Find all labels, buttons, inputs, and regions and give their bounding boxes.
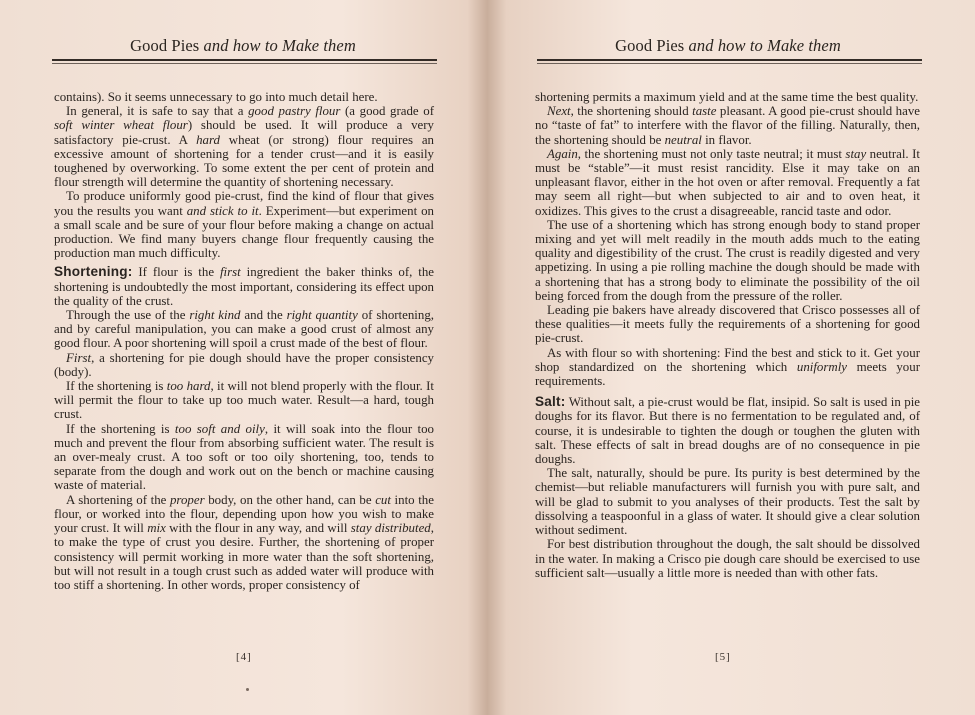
italic-text: neutral [664,132,702,147]
page-number: [4] [236,651,252,663]
text-run: For best distribution throughout the dough, the salt should be dissolved in the water. In making a Crisco pie dough care should be exercised to use sufficient salt—usually a little more is needed than with other fats. [535,537,920,580]
header-title: Good Pies [615,36,689,55]
text-run: shortening permits a maximum yield and at the same time the best quality. [535,90,919,104]
text-run: meets your requirements. [535,359,920,389]
italic-text: good pastry flour [248,104,341,119]
italic-text: right quantity [286,308,358,323]
italic-text: first [219,265,241,280]
body-text [535,90,920,580]
text-run: Without salt, a pie-crust would be flat, insipid. So salt is used in pie doughs for its flavor. But there is no fermentation to be regulated and, of course, it is undesirable to tighten the dough or toughen the gluten with salt. These effects of salt in bread doughs are of no consequence in pie doughs. [535,395,920,467]
text-run: , to make the type of crust you desire. Further, the shortening of proper consistency will permit working in more water than the soft shortening, but will not result in a tough crust such as added water will produce with too stiff a shortening. In other words, proper consistency of [54,521,434,592]
italic-text: Next [547,104,571,119]
paragraph [54,308,434,351]
text-run: In general, it is safe to say that a [66,104,249,119]
paragraph [535,147,920,218]
text-run: of shortening, and by careful manipulation, you can make a good crust of almost any good flour. A poor shortening will spoil a crust made of the best of flour. [54,308,434,351]
text-run: Through the use of the [66,308,190,323]
paragraph [54,379,434,422]
page-header [537,36,919,56]
text-run: and the [240,308,287,323]
text-run: , a shortening for pie dough should have the proper consistency (body). [54,350,434,379]
section-heading: Shortening: [54,264,133,280]
italic-text: proper [169,492,205,507]
text-run: with the flour in any way, and will [165,521,351,536]
italic-text: stay [845,146,867,161]
paragraph [54,90,434,104]
header-subtitle: and how to Make them [203,36,356,55]
text-run: Leading pie bakers have already discovered that Crisco possesses all of these qualities—it meets fully the requirements of a shortening for good pie-crust. [535,303,920,346]
text-run: If the shortening is [66,379,167,394]
header-title: Good Pies [130,36,204,55]
paragraph [535,90,920,104]
paragraph [54,493,434,592]
paper-speck [246,688,249,691]
text-run: , the shortening must not only taste neutral; it must [577,146,846,161]
italic-text: too hard [166,379,211,394]
section-paragraph [535,395,920,466]
text-run: , it will not blend properly with the flour. It will permit the flour to take up too much water. Result—a hard, tough crust. [54,379,434,422]
text-run: , the shortening should [570,104,693,119]
text-run: in flavor. [701,132,752,147]
right-page [487,0,975,715]
paragraph [535,303,920,346]
left-page [0,0,487,715]
text-run: The use of a shortening which has strong enough body to stand proper mixing and yet will melt readily in the mouth adds much to the eating quality and digestibility of the crust. The crust is readily digested and very appetizing. In using a pie rolling machine the dough should be made with a shortening that has a strong body to eliminate the possibility of the oil being forced from the dough from the pressure of the roller. [535,217,920,303]
text-run: A shortening of the [66,492,170,507]
text-run: The salt, naturally, should be pure. Its purity is best determined by the chemist—but reliable manufacturers will furnish you with pure salt, and will be glad to submit to you analyses of their products. Test the salt by dissolving a teaspoonful in a glass of water. It should give a clear solution without sediment. [535,466,920,538]
text-run: (a good grade of [340,104,434,119]
text-run: ) should be used. It will produce a very satisfactory pie-crust. A [54,118,434,147]
paragraph [54,422,434,493]
italic-text: mix [147,521,166,536]
paragraph [54,189,434,260]
italic-text: Again [547,146,578,161]
italic-text: cut [375,492,391,507]
header-rule [537,59,922,61]
paragraph [54,351,434,379]
header-rule-thin [52,63,437,64]
page-number: [5] [715,651,731,663]
italic-text: taste [692,104,717,119]
text-run: wheat (or strong) flour requires an excessive amount of shortening for a tender crust—and it is easily toughened by overworking. To some extent the per cent of protein and flour strength will determine the quantity of shortening necessary. [54,132,435,190]
header-rule-thin [537,63,922,64]
page-header [52,36,434,56]
text-run: pleasant. A good pie-crust should have no “taste of fat” to interfere with the flavor of the filling. Naturally, then, the shortening should be [535,104,920,147]
section-heading: Salt: [535,394,566,410]
italic-text: soft winter wheat flour [54,118,188,133]
header-subtitle: and how to Make them [688,36,841,55]
paragraph [535,218,920,303]
text-run: As with flour so with shortening: Find the best and stick to it. Get your shop standardized on the shortening which [535,345,920,374]
paragraph [535,104,920,147]
italic-text: right kind [189,308,241,323]
text-run: into the flour, or worked into the flour, depending upon how you wish to make your crust. It will [54,492,434,536]
text-run: If the shortening is [66,421,175,436]
italic-text: stay distributed [350,521,431,536]
text-run: . Experiment—but experiment on a small scale and be sure of your flour before making a change on actual production. We find many buyers change flour frequently causing the production man much difficulty. [54,203,434,261]
italic-text: too soft and oily [174,421,265,436]
paragraph [535,537,920,580]
text-run: If flour is the [132,265,220,280]
text-run: neutral. It must be “stable”—it must resist rancidity. Else it may take on an unpleasant flavor, either in the hot oven or after removal. Frequently a fat may seem all right—but when subjected to air and to oven heat, it oxidizes. This gives to the crust a disagreeable, rancid taste and odor. [535,146,920,218]
italic-text: First [66,350,92,365]
body-text [54,90,434,592]
italic-text: uniformly [796,359,848,374]
italic-text: hard [196,132,220,147]
paragraph [54,104,434,189]
italic-text: and stick to it [186,203,259,218]
text-run: body, on the other hand, can be [204,492,376,507]
text-run: , it will soak into the flour too much and prevent the flour from absorbing sufficient water. The result is an over-mealy crust. A too soft or too oily shortening, too, tends to separate from the dough and work out on the bench or machine causing waste of material. [54,421,434,493]
text-run: contains). So it seems unnecessary to go into much detail here. [54,90,378,104]
text-run: To produce uniformly good pie-crust, find the kind of flour that gives you the results you want [54,189,434,218]
text-run: ingredient the baker thinks of, the shortening is undoubtedly the most important, considering its effect upon the quality of the crust. [54,265,434,308]
paragraph [535,466,920,537]
section-paragraph [54,265,434,308]
paragraph [535,346,920,389]
header-rule [52,59,437,61]
